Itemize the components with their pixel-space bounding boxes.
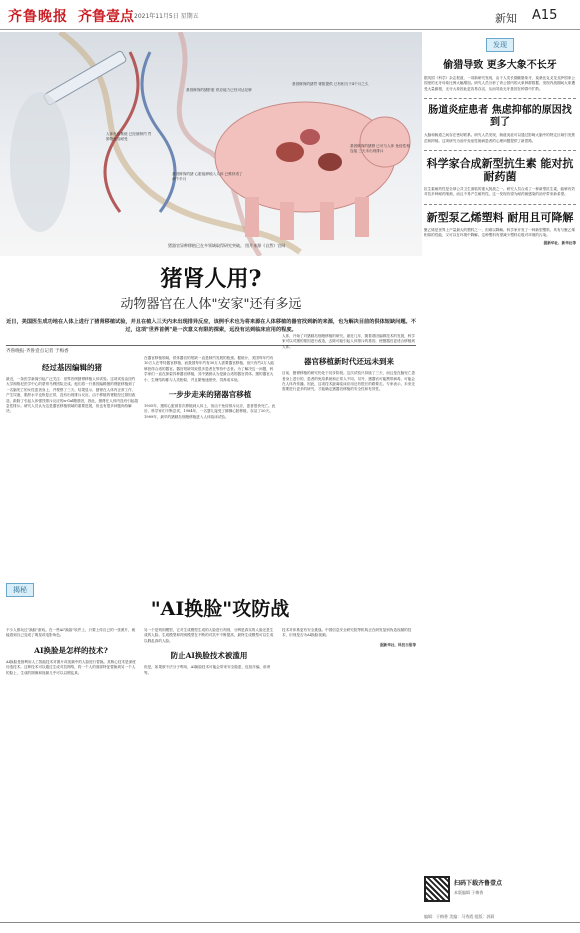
article-column bbox=[144, 628, 274, 918]
qr-credit: 本版编辑 于梅香 bbox=[454, 890, 484, 895]
side-text: 据英国《科学》杂志报道，一项新研究发现，由于人类长期偷猎象牙，莫桑比克戈龙戈萨国家公园里的无牙母象比例大幅增加。研究人员分析了该公园内的大象种群数据，发现内战期间大象遭受大量偷猎，无牙大象因此更容易存活，从而导致无牙基因在种群中扩散。 bbox=[424, 76, 575, 91]
section-subtitle: 器官移植新时代还远未到来 bbox=[304, 357, 394, 367]
feature-illustration bbox=[0, 32, 422, 256]
illustration-label: 基因修饰的猪 心脏能够植入人体 已维持适了两个半月 bbox=[172, 172, 243, 182]
section-subtitle: 防止AI换脸技术被滥用 bbox=[170, 651, 248, 661]
section-tag: 揭秘 bbox=[6, 583, 34, 597]
page-footer-rule bbox=[0, 922, 580, 923]
article-text: 人体，开始了对猪胰岛细胞移植的研究。最近几年，随着基因编辑技术的发展，科学家可以对猪的基因进行改造，去除可能引起人体排斥的基因，使猪器官更适合移植到人体。 bbox=[282, 334, 415, 349]
article-text: 技术对体系更有安全挑战。中国信息安全研究院等机构正在研发鉴别伪造视频的技术，识别是否为AI换脸视频。 bbox=[282, 628, 412, 638]
illustration-label: 基因修饰的猪胃 肾脏提供 已有相当于4个月之久 bbox=[292, 82, 369, 86]
article-text: 另一个是判别模型，它对生成模型生成的人脸进行判别，分辨是真实的人脸还是生成的人脸。生成模型和判别模型在不断的对抗中不断提高，最终生成模型可以生成以假乱真的人脸。 bbox=[144, 628, 274, 643]
side-headline: 肠道炎症患者 焦虑抑郁的原因找到了 bbox=[428, 105, 572, 129]
article-column bbox=[6, 628, 136, 918]
section-subtitle: 经过基因编辑的猪 bbox=[42, 363, 102, 372]
issue-date: 2021年11月5日 星期五 bbox=[134, 13, 199, 20]
illustration-label: 基因修饰的猪肾 已可与人体 免疫性相连接 三天未出现排斥 bbox=[350, 144, 410, 154]
subheadline: 动物器官在人体"安家"还有多远 bbox=[120, 297, 302, 312]
side-headline: 科学家合成新型抗生素 能对抗耐药菌 bbox=[426, 157, 574, 184]
byline: 齐鲁晚报·齐鲁壹点记者 于梅香 bbox=[6, 345, 416, 354]
section-name: 新知 bbox=[495, 12, 517, 25]
article-text: 最近，一条医学新闻引起广泛关注：世界首例猪肾移植人体试验。这项试验由纽约大学朗格尼医学中心的蒙哥马利团队完成。他们将一只基因编辑猪的肾脏移植到了一名脑死亡的女性患者身上，并观察了三天。结果显示，猪肾在人体内正常工作，产生尿液，肌酐水平也恢复正常，没有出现排斥反应。由于移植的肾脏经过基因改造，敲除了引起人体强烈排斥反应的α-Gal糖基因，因此，猪肾在人体内没有引起超急性排斥。研究人员认为这是器官移植领域的重要进展，但也有很多问题尚待解决。 bbox=[6, 377, 138, 414]
article-text: 1905年，猪的心脏被首次移植到人体上，但由于免疫排斥反应，患者很快死亡。此后，科学家们不断尝试，1984年，一名婴儿接受了狒狒心脏移植，存活了20天。1989年，最早的猪胰岛细胞移植进入人体临床试验。 bbox=[144, 404, 276, 419]
section-subtitle: AI换脸是怎样的技术? bbox=[34, 645, 108, 655]
newspaper-logo: 齐鲁晚报 bbox=[8, 9, 68, 25]
page-header bbox=[0, 0, 580, 30]
side-text: 大脑和肠道之间存在密切联系。研究人员发现，肠道炎症可以通过影响大脑中的特定区域引发焦虑和抑郁。这项研究为治疗炎症性肠病患者的心理问题提供了新思路。 bbox=[424, 133, 575, 143]
page-number: A15 bbox=[532, 8, 558, 23]
lead-paragraph: 近日，美国医生成功地在人体上进行了猪肾移植试验，并且在植入三天内未出现排异反应，该例手术也为将来源在人体移植的器官找到新的来源，也为解决目前的供体短缺问题。不过，这项"世界首例"是一次意义有限的探索，远没有达到临床应用的程度。 bbox=[6, 319, 416, 333]
headline: 猪肾人用? bbox=[160, 266, 262, 292]
illustration-label: 基因修饰的猪肝脏 供应能力已经可达足够 bbox=[186, 88, 252, 92]
app-logo: 齐鲁壹点 bbox=[78, 9, 134, 25]
section-tag: 发现 bbox=[486, 38, 514, 52]
illustration-label: 人体免疫系统 已经被制约 胃肿物免疫耐受 bbox=[106, 132, 152, 142]
side-headline: 偷猎导致 更多大象不长牙 bbox=[443, 60, 557, 71]
headline: "AI换脸"攻防战 bbox=[150, 598, 290, 620]
side-text: 聚乙烯是世界上产量最大的塑料之一，但难以降解。科学家开发了一种新型塑料，具有与聚乙烯相似的性能，又可以在环境中降解。这种塑料有望减少塑料垃圾对环境的污染。 bbox=[424, 227, 575, 238]
side-credit: 据新华社、新华社等 bbox=[543, 240, 576, 245]
article-column bbox=[282, 334, 416, 578]
side-headline: 新型泵乙烯塑料 耐用且可降解 bbox=[426, 210, 574, 224]
article-text: 不少人都玩过"换脸"游戏。在一些AI"换脸"软件上，只要上传自己的一张照片，就能看到自己变成了明星或电影角色。 bbox=[6, 628, 136, 638]
section-subtitle: 一步步走来的猪器官移植 bbox=[168, 390, 252, 400]
editor-credit: 编辑：于梅香 美编：马秀霞 组版：郭莉 bbox=[424, 914, 495, 919]
article-text: 在器官移植领域，供体器官的短缺一直是制约发展的瓶颈。据统计，美国每年约有10万人在等待器官移植，而我国每年约有30万人需要器官移植，但只有约2万人能够获得合适的器官。器官短缺导致很多患者在等待中去世。为了解决这一问题，科学家们一直在探索异种器官移植，其中猪被认为是最合适的器官供体。猪的器官大小、生理结构都与人类相似，并且繁殖速度快，饲养成本低。 bbox=[144, 356, 275, 382]
side-column bbox=[424, 32, 576, 870]
article-column bbox=[282, 628, 416, 918]
divider bbox=[424, 98, 576, 99]
divider bbox=[424, 204, 576, 205]
qr-code[interactable] bbox=[424, 876, 450, 902]
article-credit: 据新华社、科技日报等 bbox=[380, 642, 416, 647]
illustration-caption: 猪器官异种移植已在多领域取得研究突破。 图片来源《自然》官网 bbox=[168, 243, 286, 248]
article-text: AI换脸是指利用人工智能技术对图片或视频中的人脸进行替换。其核心技术是深度伪造技术。这种技术可以通过生成对抗网络，将一个人的面部特征替换到另一个人的脸上，生成的图像和视频几乎可以以假乱真。 bbox=[6, 659, 136, 675]
qr-title: 扫码下载齐鲁壹点 bbox=[454, 880, 503, 887]
article-column bbox=[144, 356, 276, 578]
human-silhouette bbox=[10, 92, 70, 232]
article-text: 目前，猪肾移植的研究仍处于初步阶段。这次试验只持续了三天，而且是在脑死亡患者身上进行的，患者的免疫系统和正常人不同。另外，猪器官可能携带病毒，可能会在人体内传播。因此，这项技术距离临床应用还有很长的路要走。专家表示，未来还需要进行更多的研究，才能确定猪器官移植的安全性和有效性。 bbox=[282, 371, 415, 392]
divider bbox=[424, 150, 576, 151]
article-column bbox=[6, 356, 138, 578]
article-text: 但是，如果被不法分子利用，AI换脸技术可能会带来安全隐患，包括诈骗、诽谤等。 bbox=[144, 665, 271, 675]
side-text: 抗生素耐药性是全球公共卫生面临的重大挑战之一。研究人员合成了一种新型抗生素，能够有效对抗多种耐药细菌，而且不易产生耐药性。这一发现有望为耐药菌感染的治疗带来新希望。 bbox=[424, 187, 575, 197]
